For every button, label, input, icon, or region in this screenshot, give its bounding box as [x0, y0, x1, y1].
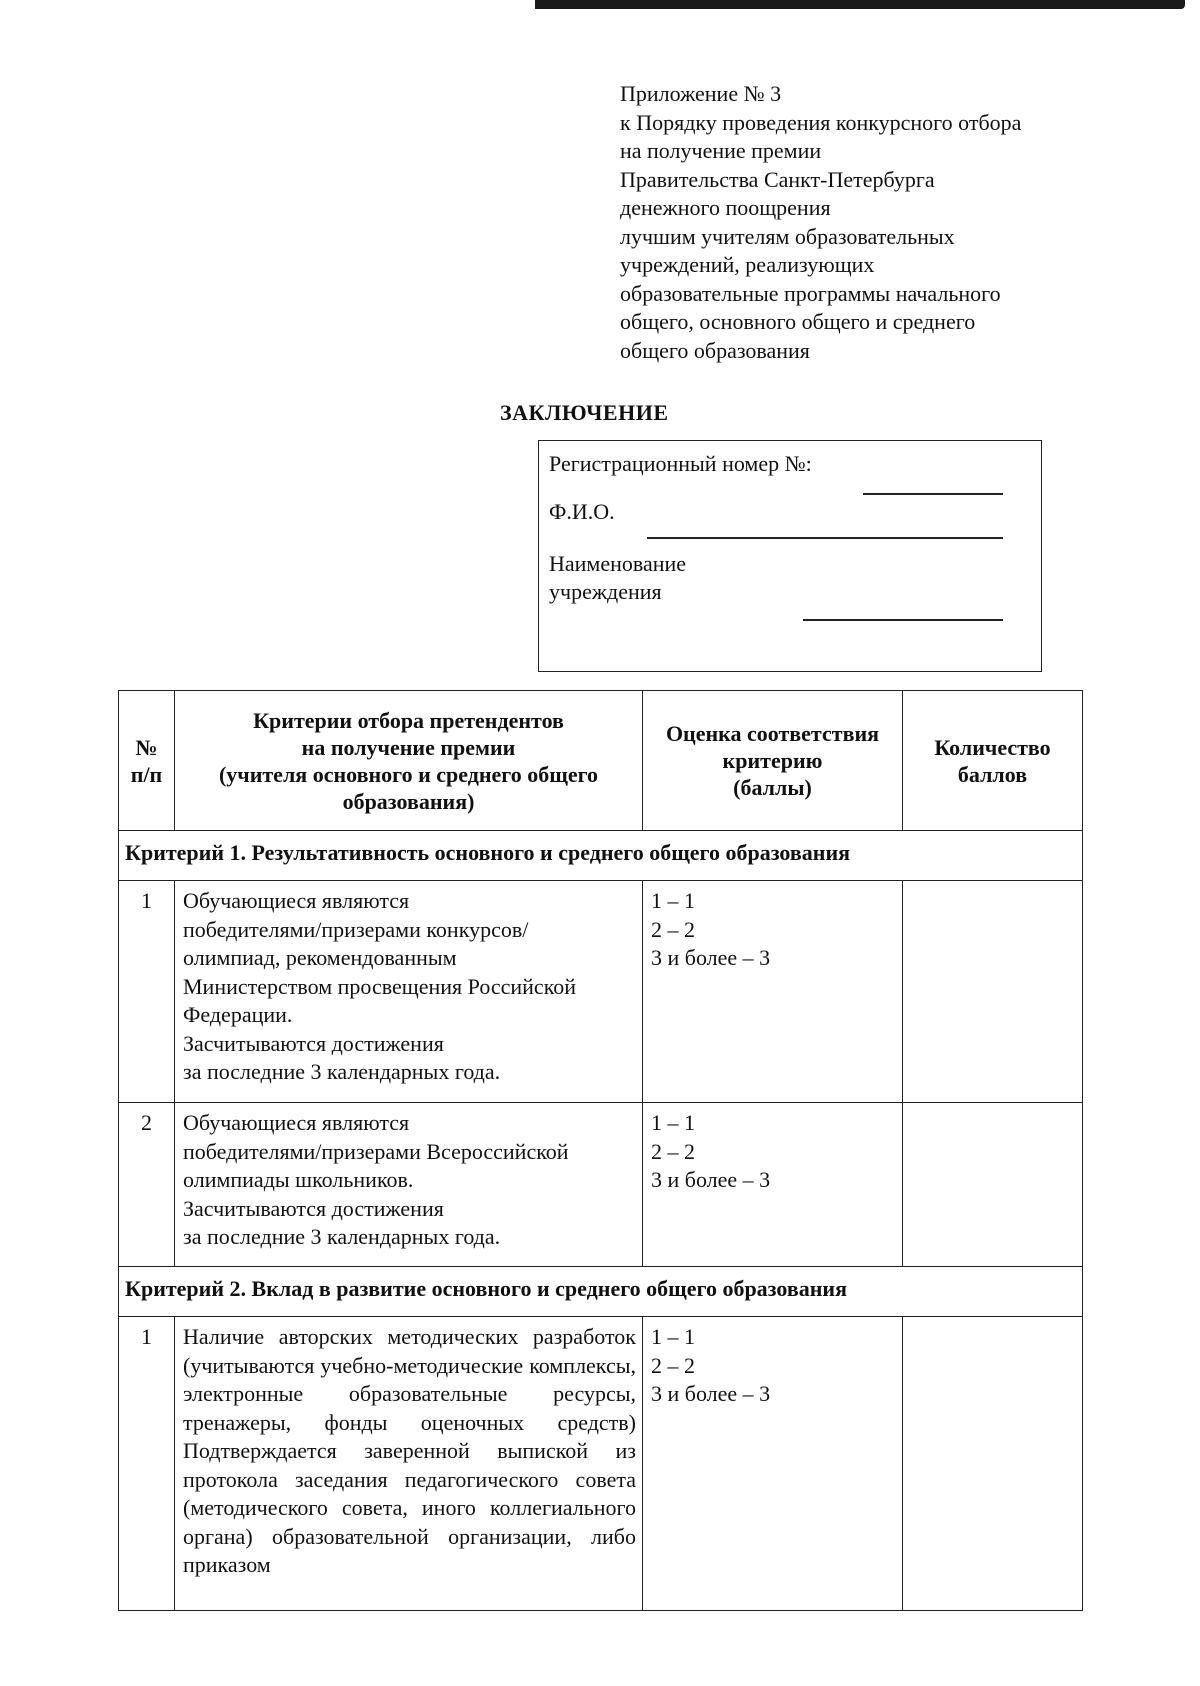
row-criterion-text: Наличие авторских методических разработок (учитываются учебно-методические комплексы, электронные образовательные ресурсы, тренажеры, фонды оценочных средств) Подтверждается заверенной выпиской из протокола заседания педагогического совета (методического совета, иного коллегиального органа) образовательной организации, либо приказом	[175, 1317, 643, 1611]
appendix-line: к Порядку проведения конкурсного отбора	[620, 109, 1022, 135]
appendix-header	[620, 80, 1090, 365]
row-criterion-text: Обучающиеся являются победителями/призерами Всероссийской олимпиады школьников. Засчитываются достижения за последние 3 календарных года.	[175, 1103, 643, 1267]
appendix-line: денежного поощрения	[620, 195, 831, 220]
row-points-cell[interactable]	[903, 881, 1083, 1103]
row-criterion-text: Обучающиеся являются победителями/призерами конкурсов/ олимпиад, рекомендованным Министерством просвещения Российской Федерации. Засчитываются достижения за последние 3 календарных года.	[175, 881, 643, 1103]
row-score-scale: 1 – 1 2 – 2 3 и более – 3	[643, 1317, 903, 1611]
section-title: Критерий 2. Вклад в развитие основного и среднего общего образования	[119, 1267, 1083, 1317]
row-num: 1	[119, 881, 175, 1103]
header-criteria: Критерии отбора претендентов на получение премии (учителя основного и среднего общего образования)	[175, 691, 643, 831]
institution-label-line2: учреждения	[549, 579, 662, 604]
section-row	[119, 831, 1083, 881]
criteria-table	[118, 690, 1083, 1611]
section-title: Критерий 1. Результативность основного и среднего общего образования	[119, 831, 1083, 881]
institution-field-line[interactable]	[803, 619, 1003, 621]
appendix-line: учреждений, реализующих	[620, 252, 875, 277]
table-row	[119, 1103, 1083, 1267]
fio-label: Ф.И.О.	[549, 499, 615, 524]
appendix-line: Правительства Санкт-Петербурга	[620, 166, 935, 192]
reg-number-label: Регистрационный номер №:	[549, 451, 812, 476]
appendix-line: на получение премии	[620, 138, 822, 163]
registration-box	[538, 440, 1042, 672]
scan-edge-bar	[535, 0, 1185, 9]
section-row	[119, 1267, 1083, 1317]
row-points-cell[interactable]	[903, 1103, 1083, 1267]
appendix-line: общего, основного общего и среднего	[620, 309, 976, 334]
appendix-line: лучшим учителям образовательных	[620, 223, 955, 249]
row-score-scale: 1 – 1 2 – 2 3 и более – 3	[643, 1103, 903, 1267]
table-row	[119, 881, 1083, 1103]
header-assessment: Оценка соответствия критерию (баллы)	[643, 691, 903, 831]
header-num: № п/п	[119, 691, 175, 831]
institution-label-line1: Наименование	[549, 551, 687, 576]
row-num: 2	[119, 1103, 175, 1267]
row-score-scale: 1 – 1 2 – 2 3 и более – 3	[643, 881, 903, 1103]
row-num: 1	[119, 1317, 175, 1611]
appendix-line: образовательные программы начального	[620, 280, 1001, 306]
reg-number-field-line[interactable]	[863, 493, 1003, 495]
appendix-line: Приложение № 3	[620, 81, 782, 106]
fio-field-line[interactable]	[647, 537, 1003, 539]
header-points: Количество баллов	[903, 691, 1083, 831]
row-points-cell[interactable]	[903, 1317, 1083, 1611]
table-header-row	[119, 691, 1083, 831]
document-title: ЗАКЛЮЧЕНИЕ	[500, 400, 669, 425]
appendix-line: общего образования	[620, 337, 810, 363]
table-row	[119, 1317, 1083, 1611]
